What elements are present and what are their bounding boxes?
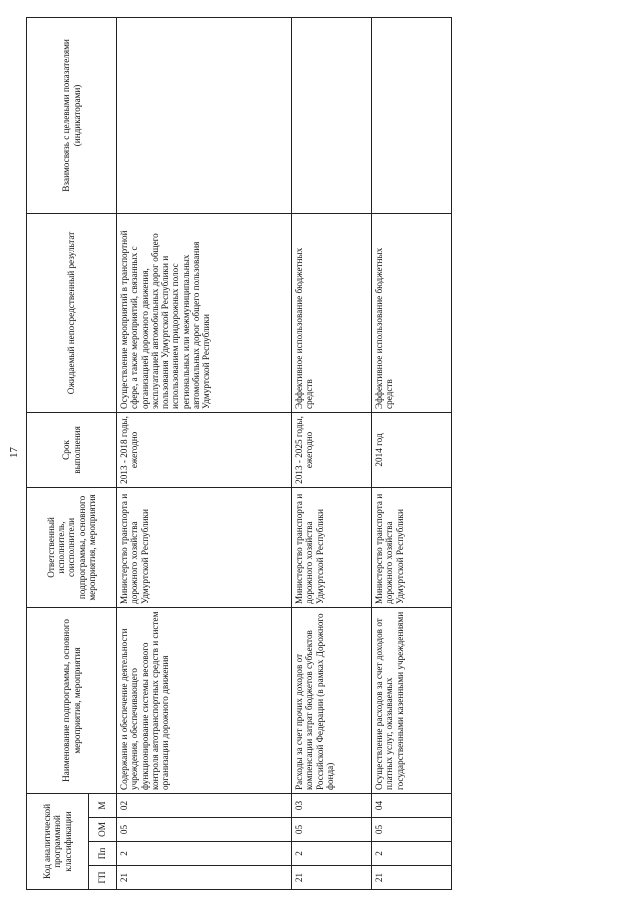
cell-term: 2013 - 2018 годы, ежегодно <box>117 412 292 487</box>
cell-link <box>372 17 452 213</box>
cell-link <box>117 17 292 213</box>
header-pp: Пп <box>89 842 117 866</box>
cell-m: 03 <box>292 793 372 817</box>
cell-pp: 2 <box>292 842 372 866</box>
cell-result: Эффективное использование бюджетных средств <box>372 213 452 412</box>
cell-responsible: Министерство транспорта и дорожного хозяйства Удмуртской Республики <box>372 487 452 607</box>
table-row <box>372 17 452 889</box>
cell-link <box>292 17 372 213</box>
cell-name: Осуществление расходов за счет доходов от платных услуг, оказываемых государственными казенными учреждениями <box>372 607 452 793</box>
cell-om: 05 <box>292 818 372 842</box>
header-responsible: Ответственный исполнитель, соисполнители подпрограммы, основного мероприятия, мероприятия <box>27 487 117 607</box>
program-table <box>26 17 452 890</box>
cell-result: Эффективное использование бюджетных средств <box>292 213 372 412</box>
cell-gp: 21 <box>372 866 452 890</box>
cell-responsible: Министерство транспорта и дорожного хозяйства Удмуртской Республики <box>117 487 292 607</box>
header-term: Срок выполнения <box>27 412 117 487</box>
table-row <box>292 17 372 889</box>
header-result: Ожидаемый непосредственный результат <box>27 213 117 412</box>
header-m: М <box>89 793 117 817</box>
cell-name: Содержание и обеспечение деятельности учреждения, обеспечивающего функционирование системы весового контроля автотранспортных средств и систем организации дорожного движения <box>117 607 292 793</box>
cell-term: 2013 - 2025 годы, ежегодно <box>292 412 372 487</box>
cell-gp: 21 <box>292 866 372 890</box>
header-om: ОМ <box>89 818 117 842</box>
header-row-1 <box>27 17 89 889</box>
header-link: Взаимосвязь с целевыми показателями (индикаторами) <box>27 17 117 213</box>
cell-pp: 2 <box>117 842 292 866</box>
cell-name: Расходы за счет прочих доходов от компенсации затрат бюджетов субъектов Российской Федерации (в рамках Дорожного фонда) <box>292 607 372 793</box>
header-code-group: Код аналитической программной классификации <box>27 793 89 889</box>
cell-gp: 21 <box>117 866 292 890</box>
cell-pp: 2 <box>372 842 452 866</box>
cell-result: Осуществление мероприятий в транспортной сфере, а также мероприятий, связанных с организацией дорожного движения, эксплуатацией автомобильных дорог общего пользования Удмуртской Республики и использованием придорожных полос региональных или межмуниципальных автомобильных дорог общего пользования Удмуртской Республики <box>117 213 292 412</box>
header-name: Наименование подпрограммы, основного мероприятия, мероприятия <box>27 607 117 793</box>
cell-term: 2014 год <box>372 412 452 487</box>
cell-m: 02 <box>117 793 292 817</box>
cell-om: 05 <box>117 818 292 842</box>
cell-responsible: Министерство транспорта и дорожного хозяйства Удмуртской Республики <box>292 487 372 607</box>
cell-m: 04 <box>372 793 452 817</box>
header-gp: ГП <box>89 866 117 890</box>
cell-om: 05 <box>372 818 452 842</box>
page-number: 17 <box>8 447 20 458</box>
table-row <box>117 17 292 889</box>
